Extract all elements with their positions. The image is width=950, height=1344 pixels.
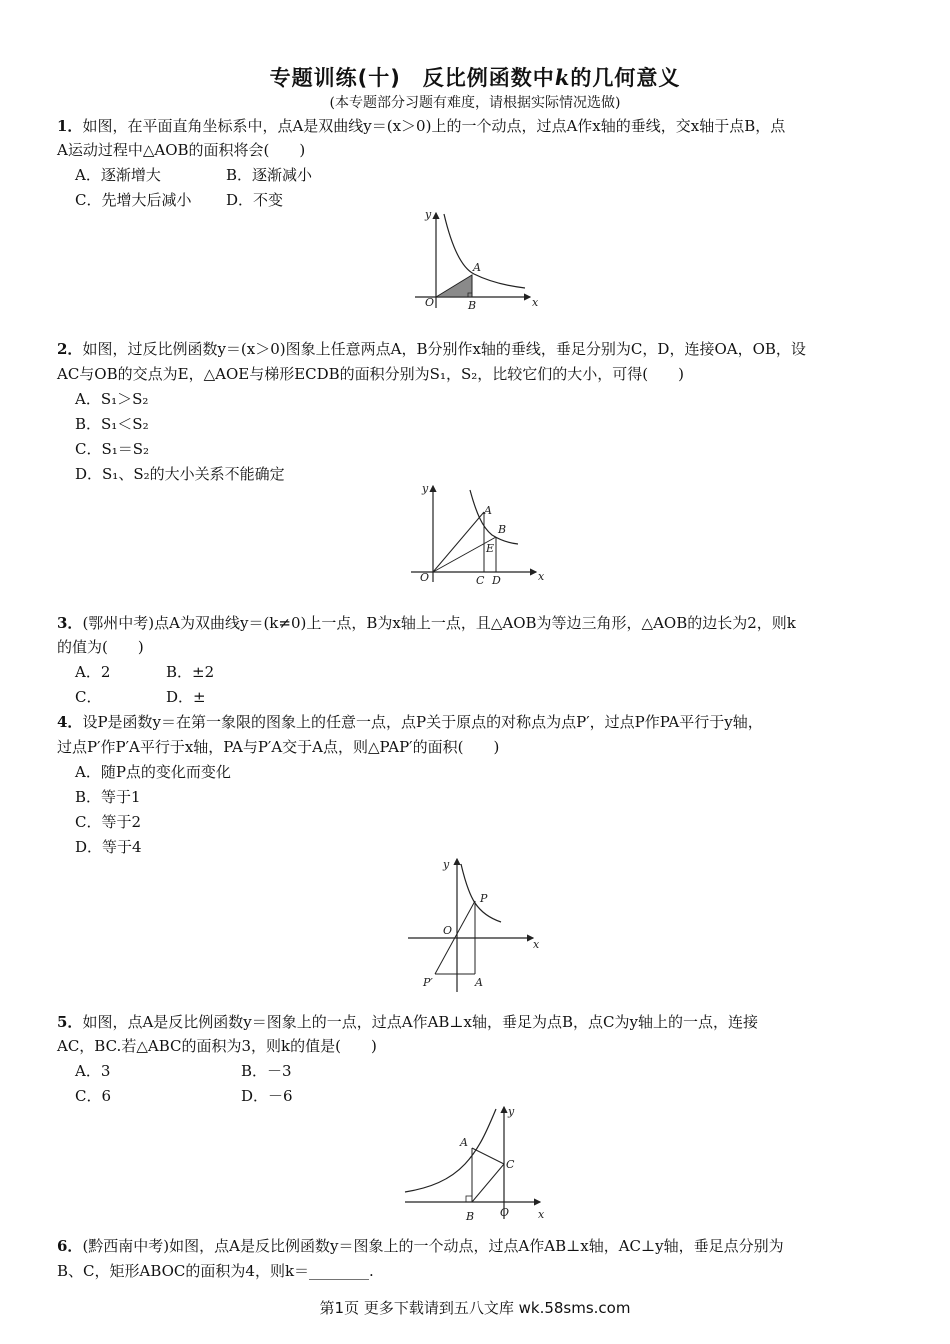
q5-line-ac (472, 1148, 504, 1164)
q2-hyperbola (470, 490, 518, 544)
q2-option-a: A．S₁＞S₂ (75, 390, 149, 408)
q2-figure (408, 482, 548, 587)
q2-label-d: D (492, 574, 501, 587)
q2-option-b: B．S₁＜S₂ (75, 415, 149, 433)
q2-line-oa (433, 512, 484, 572)
q5-label-o: O (500, 1206, 510, 1219)
q2-option-c: C．S₁＝S₂ (75, 440, 150, 458)
q3-line1 (57, 613, 796, 633)
q1-label-x: x (532, 296, 539, 309)
q2-label-y: y (422, 482, 429, 495)
q4-option-b: B．等于1 (75, 788, 141, 806)
q2-label-a: A (484, 504, 492, 517)
q1-label-o: O (425, 296, 435, 309)
title-tail: 的几何意义 (570, 66, 681, 90)
q1-label-a: A (473, 261, 481, 274)
q5-line2: AC，BC.若△ABC的面积为3，则k的值是( ) (57, 1037, 377, 1055)
q4-number: 4． (57, 713, 83, 731)
q2-text1: 如图，过反比例函数y＝(x＞0)图象上任意两点A，B分别作x轴的垂线，垂足分别为C，D，连接OA，OB，设 (82, 340, 806, 358)
page-footer: 第1页 更多下载请到五八文库 wk.58sms.com (319, 1299, 631, 1317)
q5-option-d: D．－6 (241, 1087, 293, 1105)
q4-label-a: A (475, 976, 483, 989)
q1-text1: 如图，在平面直角坐标系中，点A是双曲线y＝(x＞0)上的一个动点，过点A作x轴的垂线，交x轴于点B，点 (82, 117, 786, 135)
q1-line1 (57, 116, 785, 136)
q5-label-y: y (508, 1105, 515, 1118)
q5-label-c: C (506, 1158, 515, 1171)
q2-label-e: E (486, 542, 495, 555)
q6-line1 (57, 1236, 784, 1256)
title-k: k (554, 65, 571, 90)
q1-figure (410, 208, 540, 313)
page-subtitle: (本专题部分习题有难度，请根据实际情况选做) (329, 95, 621, 111)
q2-line1 (57, 339, 806, 359)
q1-hyperbola (444, 214, 525, 288)
title-main: 专题训练(十) 反比例函数中 (269, 66, 555, 90)
q5-figure (400, 1104, 550, 1224)
q5-label-b: B (466, 1210, 475, 1223)
q2-line2: AC与OB的交点为E，△AOE与梯形ECDB的面积分别为S₁，S₂，比较它们的大小，可得( ) (57, 365, 684, 383)
q5-line-bc (472, 1164, 504, 1202)
q4-option-c: C．等于2 (75, 813, 142, 831)
q6-text1: (黔西南中考)如图，点A是反比例函数y＝图象上的一个动点，过点A作AB⊥x轴，AC⊥y轴，垂足点分别为 (82, 1237, 784, 1255)
q4-line1 (57, 712, 763, 732)
q4-label-p-prime: P′ (423, 976, 433, 989)
q2-number: 2． (57, 340, 83, 358)
page-title (0, 62, 950, 92)
q3-option-b: B．±2 (166, 663, 215, 681)
q2-label-o: O (420, 571, 430, 584)
q1-triangle-aob (436, 275, 472, 297)
q5-hyperbola (405, 1109, 496, 1192)
q3-option-d: D．± (166, 688, 206, 706)
q4-label-o: O (443, 924, 453, 937)
q5-option-a: A．3 (75, 1062, 111, 1080)
q3-line2: 的值为( ) (57, 638, 144, 656)
q5-line1 (57, 1012, 758, 1032)
q2-label-x: x (538, 570, 545, 583)
q5-option-b: B．－3 (241, 1062, 292, 1080)
q1-option-c: C．先增大后减小 (75, 191, 192, 209)
q3-option-a: A．2 (75, 663, 111, 681)
q4-figure (405, 856, 545, 994)
q1-option-d: D．不变 (226, 191, 284, 209)
q5-number: 5． (57, 1013, 83, 1031)
q5-text1: 如图，点A是反比例函数y＝图象上的一点，过点A作AB⊥x轴，垂足为点B，点C为y轴上的一点，连接 (82, 1013, 758, 1031)
q2-label-c: C (476, 574, 485, 587)
q1-line2: A运动过程中△AOB的面积将会( ) (57, 141, 306, 159)
q1-label-y: y (425, 208, 432, 221)
q4-label-p: P (480, 892, 488, 905)
q1-number: 1． (57, 117, 83, 135)
q4-text1: 设P是函数y＝在第一象限的图象上的任意一点，点P关于原点的对称点为点P′，过点P作PA平行于y轴， (82, 713, 763, 731)
q2-label-b: B (498, 523, 507, 536)
q4-option-a: A．随P点的变化而变化 (75, 763, 231, 781)
q5-option-c: C．6 (75, 1087, 112, 1105)
q4-option-d: D．等于4 (75, 838, 142, 856)
q3-text1: (鄂州中考)点A为双曲线y＝(k≠0)上一点，B为x轴上一点，且△AOB为等边三角形，△AOB的边长为2，则k (82, 614, 796, 632)
q1-option-a: A．逐渐增大 (75, 166, 161, 184)
q5-right-angle-mark (466, 1196, 472, 1202)
q4-label-y: y (443, 858, 450, 871)
q1-label-b: B (468, 299, 477, 312)
q5-label-x: x (538, 1208, 545, 1221)
q4-line2: 过点P′作P′A平行于x轴，PA与P′A交于A点，则△PAP′的面积( ) (57, 738, 500, 756)
q3-option-c: C． (75, 688, 102, 706)
q1-option-b: B．逐渐减小 (226, 166, 313, 184)
q2-option-d: D．S₁、S₂的大小关系不能确定 (75, 465, 285, 483)
q6-line2: B、C，矩形ABOC的面积为4，则k＝________. (57, 1262, 374, 1280)
q4-label-x: x (533, 938, 540, 951)
q5-label-a: A (460, 1136, 468, 1149)
q6-number: 6． (57, 1237, 83, 1255)
q3-number: 3． (57, 614, 83, 632)
